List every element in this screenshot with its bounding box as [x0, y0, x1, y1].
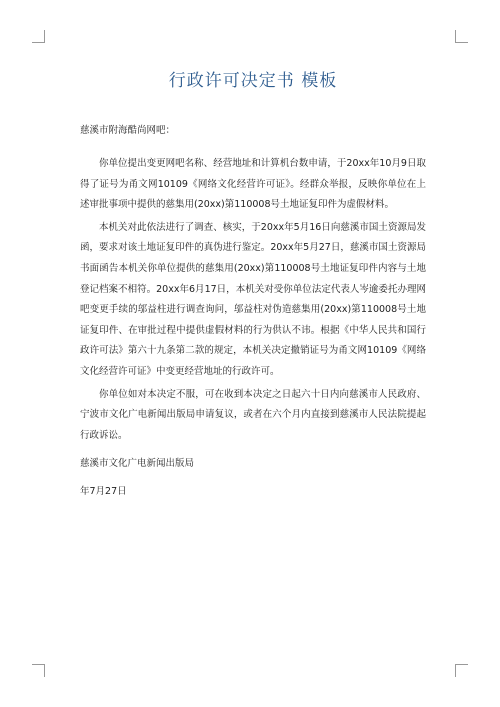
paragraph-3: 你单位如对本决定不服，可在收到本决定之日起六十日内向慈溪市人民政府、宁波市文化广电新闻出版局申请复议，或者在六个月内直接到慈溪市人民法院提起行政诉讼。 — [80, 388, 426, 441]
crop-mark-top-right — [455, 30, 468, 43]
paragraph-2: 本机关对此依法进行了调查、核实，于20xx年5月16日向慈溪市国土资源局发函，要求对该土地证复印件的真伪进行鉴定。20xx年5月27日，慈溪市国土资源局书面函告本机关你单位提供的慈集用(20xx)第110008号土地证复印件内容与土地登记档案不相符。20xx年6月17日，本机关对受你单位法定代表人岑逾委托办理网吧变更手续的邬益柱进行调查询问，邬益柱对伪造慈集用(20xx)第110008号土地证复印件、在审批过程中提供虚假材料的行为供认不讳。根据《中华人民共和国行政许可法》第六十九条第二款的规定，本机关决定撤销证号为甬文网10109《网络文化经营许可证》中变更经营地址的行政许可。 — [80, 221, 426, 377]
issue-date: 年7月27日 — [80, 486, 127, 498]
addressee: 慈溪市附海酷尚网吧： — [80, 125, 176, 136]
crop-mark-bottom-left — [32, 664, 45, 677]
paragraph-1: 你单位提出变更网吧名称、经营地址和计算机台数申请，于20xx年10月9日取得了证号为甬文网10109《网络文化经营许可证》。经群众举报，反映你单位在上述审批事项中提供的慈集用(20xx)第110008号土地证复印件为虚假材料。 — [80, 158, 426, 211]
issuer-signature: 慈溪市文化广电新闻出版局 — [80, 458, 195, 470]
crop-mark-bottom-right — [455, 664, 468, 677]
document-title: 行政许可决定书 模板 — [168, 71, 338, 91]
crop-mark-top-left — [32, 30, 45, 43]
document-page — [80, 66, 426, 502]
